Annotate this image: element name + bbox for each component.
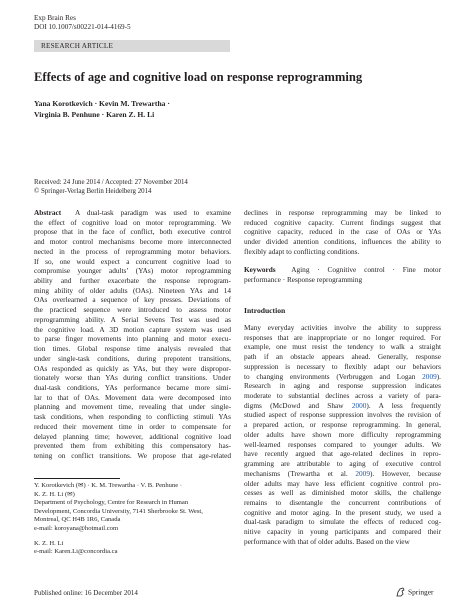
citation-link[interactable]: 2000	[351, 400, 367, 410]
citation-link[interactable]: 2009	[355, 468, 370, 478]
text-line: nitive capacity in young participants and compared their	[244, 527, 441, 537]
text-line: to changing environments (Verbruggen and Logan 2009).	[244, 371, 441, 381]
text-line: reduced their movement time in order to compensate for	[34, 421, 231, 431]
text-line: remains to disentangle the concurrent contributions of	[244, 497, 441, 507]
text-line: OAs overlearned a sequence of key presses. Deviations of	[34, 295, 231, 305]
text-line: planning and movement time, revealing that under single-	[34, 402, 231, 412]
text-line: and motor control mechanisms become more interconnected	[34, 237, 231, 247]
text-line: OAs responded as quickly as YAs, but they were dispropor-	[34, 363, 231, 373]
text-line: prevented them from exhibiting this compensatory has-	[34, 441, 231, 451]
text-line: well-learned responses compared to younger adults. We	[244, 439, 441, 449]
email-2[interactable]: e-mail: Karen.Li@concordia.ca	[34, 548, 118, 556]
text-line: the effect of cognitive load on motor reprogramming. We	[34, 217, 231, 227]
text-line: tening on conflict transitions. We propose that age-related	[34, 450, 231, 460]
footnote-divider	[34, 478, 120, 479]
citation-link[interactable]: 2009	[422, 371, 437, 381]
text-line: flexibly adapt to conflicting conditions.	[244, 246, 360, 256]
text-line: path if an obstacle appears ahead. Generally, response	[244, 352, 441, 362]
author-footnote: Y. Korotkevich (✉) · K. M. Trewartha · V. B. Penhune · K. Z. H. Li (✉) Department of Psychology, Centre for Research in Human Development, Concordia University, 7141 Sherbrooke St. West, Montreal, QC H4B 1R6, Canada e-mail: koroyana@hotmail.com K. Z. H. Li e-mail: Karen.Li@concordia.ca	[34, 482, 203, 556]
abstract	[34, 208, 231, 461]
article-type-banner	[34, 40, 230, 52]
keywords-heading: Keywords	[244, 265, 276, 274]
text-line: gramming are attributable to aging of executive control	[244, 459, 441, 469]
journal-header	[34, 14, 131, 32]
text-line: task conditions, when responding to conflicting stimuli YAs	[34, 412, 231, 422]
received-accepted: Received: 24 June 2014 / Accepted: 27 November 2014	[34, 179, 188, 186]
text-line: reduced cognitive capacity. Current findings suggest that	[244, 217, 441, 227]
text-line: ming ability of older adults (OAs). Nineteen YAs and 14	[34, 285, 231, 295]
text-line: older adults may have less efficient cognitive control pro-	[244, 478, 441, 488]
publisher-name: Springer	[408, 587, 434, 597]
text-line: dual-task paradigm to simulate the effects of reduced cog-	[244, 517, 441, 527]
text-line: a prepared action, or response reprogramming. In general,	[244, 420, 441, 430]
text-line: reprogramming ability. A Serial Sevens Test was used as	[34, 314, 231, 324]
copyright: © Springer-Verlag Berlin Heidelberg 2014	[34, 188, 152, 195]
text-line: Many everyday activities involve the ability to suppress	[244, 323, 441, 332]
text-line: tionately worse than YAs during conflict transitions. Under	[34, 373, 231, 383]
text-line: digms (McDowd and Shaw 2000). A less frequently	[244, 400, 441, 410]
text-line: older adults have shown more difficulty reprogramming	[244, 429, 441, 439]
text-line: cesses as well as diminished motor skills, the challenge	[244, 488, 441, 498]
springer-horse-icon	[396, 587, 405, 599]
introduction-body	[244, 323, 441, 547]
published-online: Published online: 16 December 2014	[34, 589, 138, 597]
text-line: moderate to substantial declines across a variety of para-	[244, 391, 441, 401]
text-line: responses that are inappropriate or no longer required. For	[244, 332, 441, 342]
text-line: ability and further exacerbate the response reprogram-	[34, 276, 231, 286]
text-line: dual-task conditions, YAs performance became more simi-	[34, 382, 231, 392]
text-line: compromise younger adults’ (YAs) motor reprogramming	[34, 266, 231, 276]
publisher-logo	[396, 587, 433, 599]
author-list	[34, 98, 170, 120]
journal-name: Exp Brain Res	[34, 14, 76, 22]
text-line: cognitive capacity, reduced in the case of OAs or YAs	[244, 227, 441, 237]
doi: DOI 10.1007/s00221-014-4169-5	[34, 23, 131, 31]
text-line: example, one must resist the tendency to walk a straight	[244, 342, 441, 352]
abstract-first-line: Abstract A dual-task paradigm was used to examine	[34, 208, 231, 217]
text-line: the practiced sequence were introduced to assess motor	[34, 305, 231, 315]
abstract-continuation	[244, 208, 441, 257]
text-line: under divided attention conditions, influences the ability to	[244, 237, 441, 247]
text-line: cognitive and motor aging. In the present study, we used a	[244, 507, 441, 517]
dates-block	[34, 178, 188, 196]
text-line: have recently argued that age-related declines in repro-	[244, 449, 441, 459]
text-line: to parse finger movements into planning and motor execu-	[34, 334, 231, 344]
text-line: tion times. Global response time analysis revealed that	[34, 344, 231, 354]
email-1[interactable]: e-mail: koroyana@hotmail.com	[34, 524, 119, 532]
text-line: performance with that of older adults. Based on the view	[244, 536, 410, 546]
text-line: lar to that of OAs. Movement data were decomposed into	[34, 392, 231, 402]
text-line: If so, one would expect a concurrent cognitive load to	[34, 256, 231, 266]
text-line: nected in the process of reprogramming motor behaviors.	[34, 246, 231, 256]
keywords: Keywords Aging · Cognitive control · Fine motor performance · Response reprogramming	[244, 265, 441, 284]
authors-line-2: Virginia B. Penhune · Karen Z. H. Li	[34, 110, 155, 119]
text-line: propose that in the face of conflict, both executive control	[34, 227, 231, 237]
text-line: declines in response reprogramming may be linked to	[244, 208, 441, 217]
paper-title: Effects of age and cognitive load on response reprogramming	[34, 70, 363, 84]
text-line: suppression is necessary to flexibly adapt our behaviors	[244, 361, 441, 371]
authors-line-1: Yana Korotkevich · Kevin M. Trewartha ·	[34, 99, 170, 108]
text-line: Research in aging and response suppression indicates	[244, 381, 441, 391]
abstract-heading: Abstract	[34, 208, 62, 217]
introduction-heading: Introduction	[244, 306, 286, 315]
text-line: the cognitive load. A 3D motion capture system was used	[34, 324, 231, 334]
text-line: mechanisms (Trewartha et al. 2009). However, because	[244, 468, 441, 478]
text-line: under single-task conditions, during prepotent transitions,	[34, 353, 231, 363]
text-line: studied aspect of response suppression involves the revision of	[244, 410, 441, 420]
article-type: RESEARCH ARTICLE	[41, 41, 114, 50]
text-line: delayed planning time; however, additional cognitive load	[34, 431, 231, 441]
